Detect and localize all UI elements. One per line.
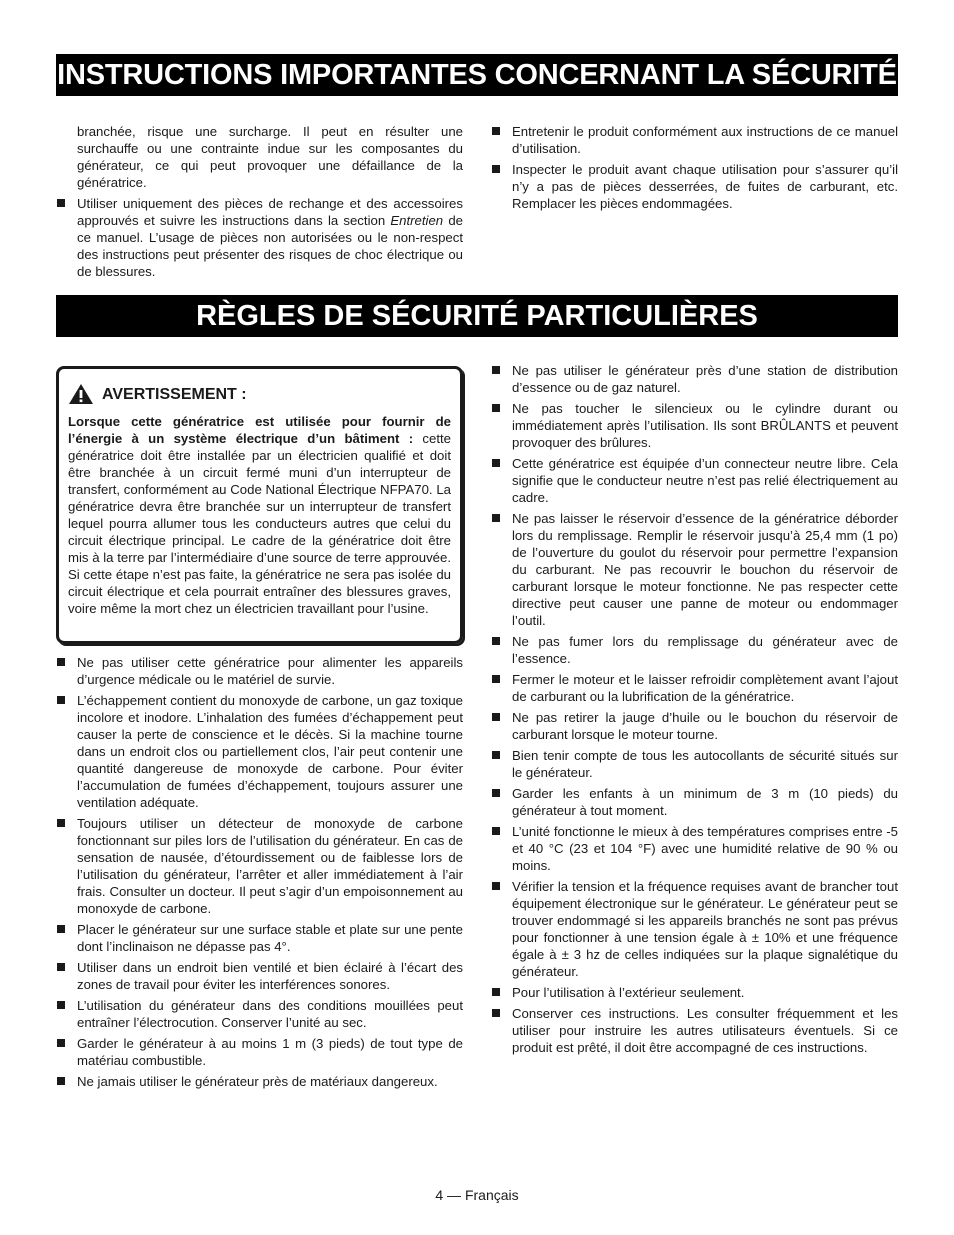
square-bullet-icon	[57, 1077, 65, 1085]
square-bullet-icon	[492, 882, 500, 890]
list-item: L’utilisation du générateur dans des conditions mouillées peut entraîner l’électrocution. Conserver l’unité au sec.	[56, 997, 463, 1031]
left-column-rules	[56, 654, 463, 1094]
square-bullet-icon	[492, 165, 500, 173]
top-right-column	[491, 123, 898, 216]
list-item: Vérifier la tension et la fréquence requises avant de brancher tout équipement électronique sur le générateur. Le générateur peut se trouver endommagé si les appareils branchés ne sont pas prévus pour fonctionner à une tension égale à ± 10% et une fréquence égale à ± 3 hz de celles indiquées sur la plaque signalétique du générateur.	[491, 878, 898, 980]
square-bullet-icon	[57, 1039, 65, 1047]
continuation-text: branchée, risque une surcharge. Il peut en résulter une surchauffe ou une contrainte indue sur les composantes du générateur, ce qui peut provoquer une défaillance de la génératrice.	[77, 124, 463, 190]
list-item: Utiliser dans un endroit bien ventilé et bien éclairé à l’écart des zones de travail pour éviter les interférences sonores.	[56, 959, 463, 993]
square-bullet-icon	[492, 675, 500, 683]
warning-box	[56, 366, 463, 644]
square-bullet-icon	[57, 963, 65, 971]
square-bullet-icon	[492, 751, 500, 759]
square-bullet-icon	[492, 1009, 500, 1017]
square-bullet-icon	[492, 827, 500, 835]
warning-title: AVERTISSEMENT :	[102, 385, 247, 403]
top-left-column	[56, 123, 463, 284]
square-bullet-icon	[492, 789, 500, 797]
list-item: Toujours utiliser un détecteur de monoxyde de carbone fonctionnant sur piles lors de l’utilisation du générateur. En cas de sensation de nausée, d’étourdissement ou de faiblesse lors de l’utilisation du générateur, l’arrêter et aller immédiatement à l’air frais. Consulter un docteur. Il peut s’agir d’un empoisonnement au monoxyde de carbone.	[56, 815, 463, 917]
list-item: Garder les enfants à un minimum de 3 m (10 pieds) du générateur à tout moment.	[491, 785, 898, 819]
list-item: Bien tenir compte de tous les autocollants de sécurité situés sur le générateur.	[491, 747, 898, 781]
square-bullet-icon	[57, 1001, 65, 1009]
list-item: Ne jamais utiliser le générateur près de matériaux dangereux.	[56, 1073, 463, 1090]
square-bullet-icon	[492, 988, 500, 996]
square-bullet-icon	[57, 696, 65, 704]
list-item: Ne pas utiliser cette génératrice pour alimenter les appareils d’urgence médicale ou le matériel de survie.	[56, 654, 463, 688]
square-bullet-icon	[492, 637, 500, 645]
special-safety-rules-header: RÈGLES DE SÉCURITÉ PARTICULIÈRES	[56, 295, 898, 337]
list-item: Garder le générateur à au moins 1 m (3 pieds) de tout type de matériau combustible.	[56, 1035, 463, 1069]
list-item: Conserver ces instructions. Les consulter fréquemment et les utiliser pour instruire les autres utilisateurs éventuels. Si ce produit est prêté, il doit être accompagné de ces instructions.	[491, 1005, 898, 1056]
list-item: Ne pas retirer la jauge d’huile ou le bouchon du réservoir de carburant lorsque le moteur tourne.	[491, 709, 898, 743]
square-bullet-icon	[492, 713, 500, 721]
list-item: L’unité fonctionne le mieux à des températures comprises entre -5 et 40 °C (23 et 104 °F) avec une humidité relative de 90 % ou moins.	[491, 823, 898, 874]
square-bullet-icon	[492, 366, 500, 374]
warning-triangle-icon	[68, 383, 94, 405]
list-item: Cette génératrice est équipée d’un connecteur neutre libre. Cela signifie que le conducteur neutre n’est pas relié électriquement au cadre.	[491, 455, 898, 506]
right-column-rules	[491, 362, 898, 1060]
warning-text: Lorsque cette génératrice est utilisée pour fournir de l’énergie à un système électrique d’un bâtiment : cette génératrice doit être installée par un électricien qualifié et doit être branchée à un circuit fermé muni d’un interrupteur de transfert, conformément au Code National Électrique NFPA70. La génératrice devra être branchée sur un interrupteur de transfert lequel pourra allumer tous les conducteurs autres que celui du circuit électrique principal. Le cadre de la génératrice doit être mis à la terre par l’intermédiaire d’une source de terre approuvée. Si cette étape n’est pas faite, la génératrice ne sera pas isolée du circuit électrique et cela pourrait entraîner des blessures graves, voire même la mort chez un électricien travaillant pour l’usine.	[68, 414, 451, 616]
list-item: Entretenir le produit conformément aux instructions de ce manuel d’utilisation.	[491, 123, 898, 157]
list-item: Ne pas utiliser le générateur près d’une station de distribution d’essence ou de gaz naturel.	[491, 362, 898, 396]
list-item: Placer le générateur sur une surface stable et plate sur une pente dont l’inclinaison ne dépasse pas 4°.	[56, 921, 463, 955]
list-item: Fermer le moteur et le laisser refroidir complètement avant l’ajout de carburant ou la lubrification de la génératrice.	[491, 671, 898, 705]
warning-heading	[68, 383, 451, 405]
list-item: Ne pas fumer lors du remplissage du générateur avec de l’essence.	[491, 633, 898, 667]
page-footer: 4 — Français	[435, 1187, 519, 1203]
safety-instructions-header: INSTRUCTIONS IMPORTANTES CONCERNANT LA SÉCURITÉ	[56, 54, 898, 96]
list-item: Inspecter le produit avant chaque utilisation pour s’assurer qu’il n’y a pas de pièces desserrées, de fuites de carburant, etc. Remplacer les pièces endommagées.	[491, 161, 898, 212]
list-item: Ne pas laisser le réservoir d’essence de la génératrice déborder lors du remplissage. Remplir le réservoir jusqu’à 25,4 mm (1 po) de l’ouverture du goulot du réservoir pour permettre l’expansion du carburant. Ne pas recouvrir le bouchon du réservoir de carburant lorsque le moteur fonctionne. Ne pas respecter cette directive peut causer une panne de moteur ou endommager l’outil.	[491, 510, 898, 629]
square-bullet-icon	[492, 404, 500, 412]
square-bullet-icon	[57, 819, 65, 827]
square-bullet-icon	[492, 127, 500, 135]
list-item: Ne pas toucher le silencieux ou le cylindre durant ou immédiatement après l’utilisation. Ils sont BRÛLANTS et peuvent provoquer des brûlures.	[491, 400, 898, 451]
square-bullet-icon	[57, 658, 65, 666]
square-bullet-icon	[57, 199, 65, 207]
square-bullet-icon	[57, 925, 65, 933]
square-bullet-icon	[492, 514, 500, 522]
list-item: Pour l’utilisation à l’extérieur seulement.	[491, 984, 898, 1001]
list-item: Utiliser uniquement des pièces de rechange et des accessoires approuvés et suivre les instructions dans la section Entretien de ce manuel. L’usage de pièces non autorisées ou le non-respect des instructions peut présenter des risques de choc électrique ou de blessures.	[56, 195, 463, 280]
square-bullet-icon	[492, 459, 500, 467]
list-item: L’échappement contient du monoxyde de carbone, un gaz toxique incolore et inodore. L’inhalation des fumées d’échappement peut causer la perte de conscience et le décès. Si la machine tourne dans un endroit clos ou partiellement clos, l’air peut contenir une quantité dangereuse de monoxyde de carbone. Pour éviter l’accumulation de fumées d’échappement, toujours assurer une ventilation adéquate.	[56, 692, 463, 811]
